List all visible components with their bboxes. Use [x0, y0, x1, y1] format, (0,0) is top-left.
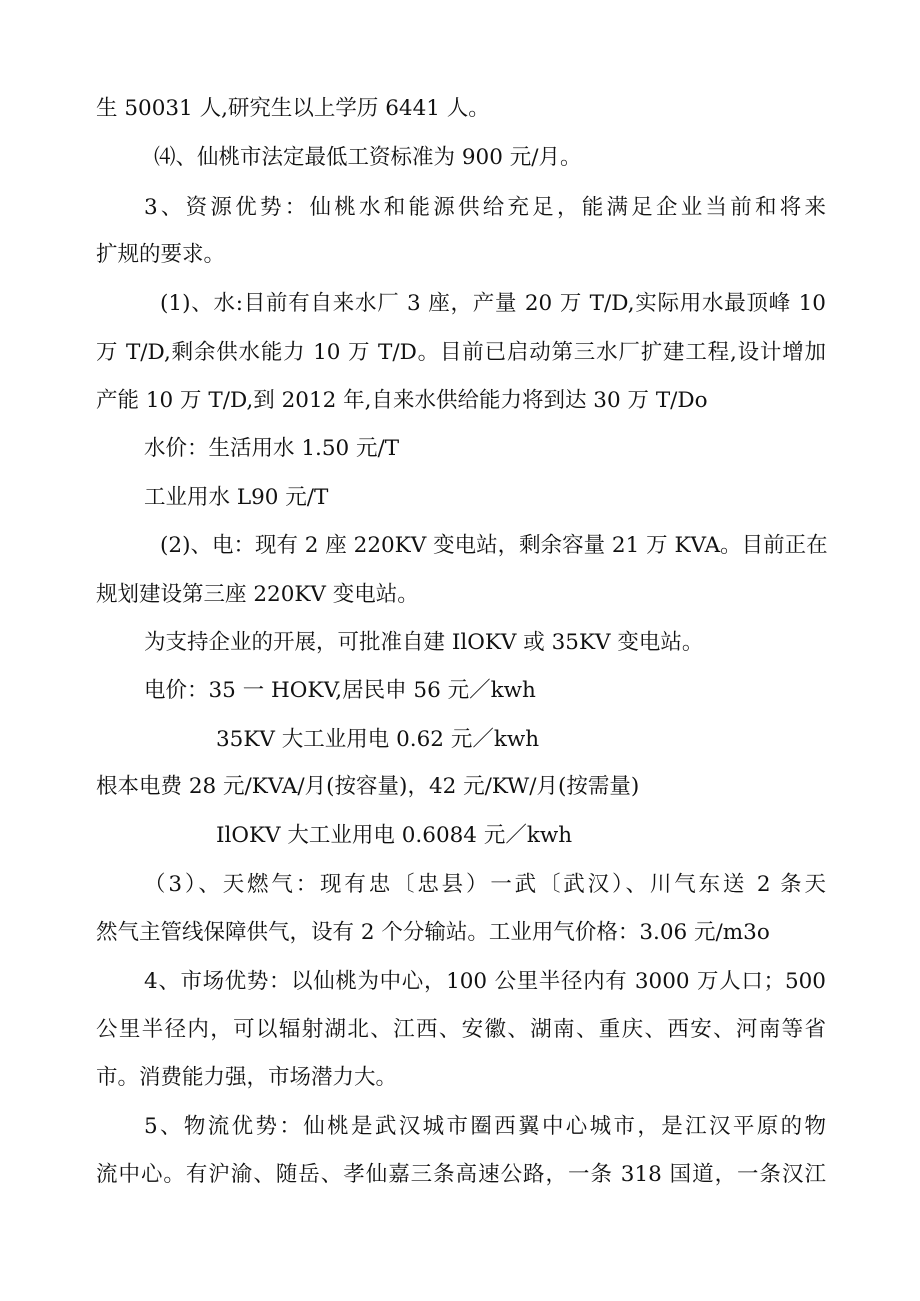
section-4-line-1: 4、市场优势：以仙桃为中心，100 公里半径内有 3000 万人口；500 [144, 969, 826, 994]
power-line-1: (2)、电：现有 2 座 220KV 变电站，剩余容量 21 万 KVA。目前正在 [160, 533, 828, 558]
power-price-line: 电价：35 一 HOKV,居民申 56 元／kwh [144, 678, 536, 703]
section-5-line-2: 流中心。有沪渝、随岳、孝仙嘉三条高速公路，一条 318 国道，一条汉江 [96, 1162, 826, 1187]
gas-line-2: 然气主管线保障供气，设有 2 个分输站。工业用气价格：3.06 元/m3o [96, 920, 770, 945]
industrial-water-line: 工业用水 L90 元/T [144, 485, 329, 510]
text-line-2: ⑷、仙桃市法定最低工资标准为 900 元/月。 [154, 145, 582, 170]
section-3-heading: 3、资源优势：仙桃水和能源供给充足，能满足企业当前和将来 [144, 195, 826, 220]
water-line-1: (1)、水:目前有自来水厂 3 座，产量 20 万 T/D,实际用水最顶峰 10 [160, 291, 826, 316]
water-line-3: 产能 10 万 T/D,到 2012 年,自来水供给能力将到达 30 万 T/Do [96, 388, 708, 413]
power-price-35kv: 35KV 大工业用电 0.62 元／kwh [216, 727, 540, 752]
water-price-line: 水价：生活用水 1.50 元/T [144, 436, 400, 461]
base-fee-line: 根本电费 28 元/KVA/月(按容量)，42 元/KW/月(按需量) [96, 774, 640, 799]
power-line-3: 为支持企业的开展，可批准自建 IlOKV 或 35KV 变电站。 [144, 630, 704, 655]
water-line-2: 万 T/D,剩余供水能力 10 万 T/D。目前已启动第三水厂扩建工程,设计增加 [96, 340, 826, 365]
section-4-line-2: 公里半径内，可以辐射湖北、江西、安徽、湖南、重庆、西安、河南等省 [96, 1017, 826, 1042]
gas-line-1: （3）、天燃气：现有忠〔忠县）一武〔武汉）、川气东送 2 条天 [144, 872, 826, 897]
text-line-4: 扩规的要求。 [96, 242, 226, 267]
section-4-line-3: 市。消费能力强，市场潜力大。 [96, 1065, 398, 1090]
power-line-2: 规划建设第三座 220KV 变电站。 [96, 582, 419, 607]
section-5-line-1: 5、物流优势：仙桃是武汉城市圈西翼中心城市，是江汉平原的物 [144, 1114, 826, 1139]
text-line-1: 生 50031 人,研究生以上学历 6441 人。 [96, 96, 490, 121]
power-price-110kv: IlOKV 大工业用电 0.6084 元／kwh [216, 823, 573, 848]
